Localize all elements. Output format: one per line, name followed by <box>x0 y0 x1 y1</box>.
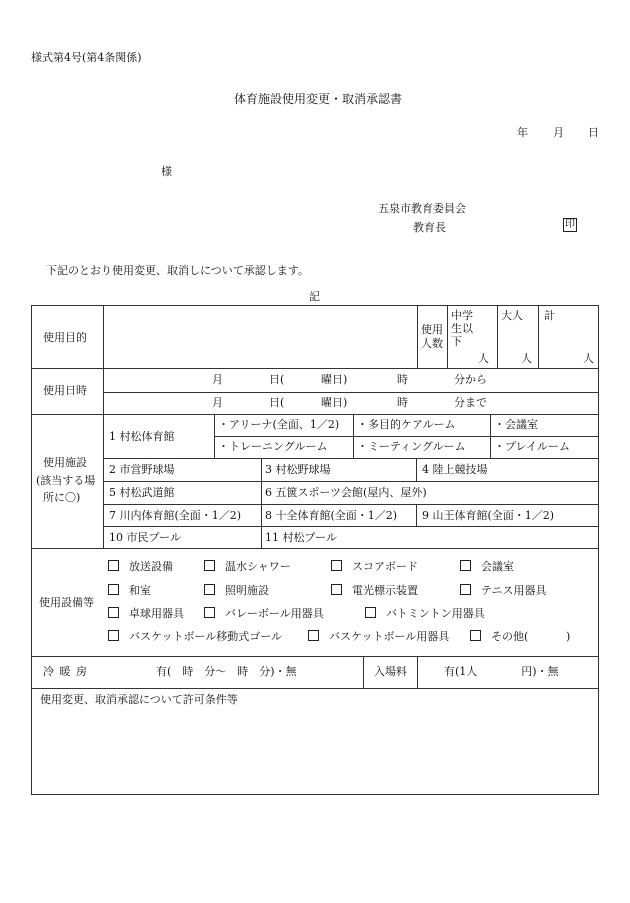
equip-other-close: ) <box>566 630 571 643</box>
equip-basketball-goal[interactable]: バスケットボール移動式ゴール <box>108 630 282 643</box>
facility-murakami-ballpark: 3 村松野球場 <box>265 463 331 476</box>
to-suffix: 分まで <box>454 396 487 409</box>
addressee-suffix: 様 <box>161 165 172 178</box>
from-day: 日( <box>269 373 285 386</box>
equip-other[interactable]: その他( <box>470 630 528 643</box>
junior-high-column: 中学生以下 <box>451 309 473 348</box>
issuer-org: 五泉市教育委員会 <box>378 202 466 215</box>
to-weekday: 曜日) <box>321 396 348 409</box>
facility-budokan: 5 村松武道館 <box>109 486 175 499</box>
room-training: ・トレーニングルーム <box>218 440 328 453</box>
from-weekday: 曜日) <box>321 373 348 386</box>
room-meeting-room: ・ミーティングルーム <box>357 440 466 453</box>
facility-city-pool: 10 市民プール <box>109 531 181 544</box>
equip-scoreboard[interactable]: スコアボード <box>331 560 418 573</box>
heating-value: 有( 時 分～ 時 分)・無 <box>156 665 297 678</box>
heating-label: 冷 暖 房 <box>43 665 88 678</box>
room-play: ・プレイルーム <box>494 440 571 453</box>
seal-mark: 印 <box>565 219 575 230</box>
facility-sports-hall: 6 五篋スポーツ会館(屋内、屋外) <box>265 486 427 499</box>
facility-city-ballpark: 2 市営野球場 <box>109 463 175 476</box>
checkbox-icon[interactable] <box>470 630 481 641</box>
checkbox-icon[interactable] <box>108 630 119 641</box>
purpose-label: 使用目的 <box>43 331 87 344</box>
facility-athletics: 4 陸上競技場 <box>422 463 488 476</box>
checkbox-icon[interactable] <box>365 607 376 618</box>
form-number: 様式第4号(第4条関係) <box>31 51 142 64</box>
from-month: 月 <box>212 373 223 386</box>
equip-volleyball[interactable]: バレーボール用器具 <box>204 607 324 620</box>
approval-statement: 下記のとおり使用変更、取消しについて承認します。 <box>46 264 309 277</box>
date-month: 月 <box>553 126 564 139</box>
facility-jyuzen: 8 十全体育館(全面・1／2) <box>265 509 398 522</box>
issuer-position: 教育長 <box>413 221 446 234</box>
from-suffix: 分から <box>454 373 487 386</box>
equip-table-tennis[interactable]: 卓球用器具 <box>108 607 184 620</box>
checkbox-icon[interactable] <box>108 560 119 571</box>
checkbox-icon[interactable] <box>331 560 342 571</box>
equip-washitsu[interactable]: 和室 <box>108 584 151 597</box>
unit-total: 人 <box>583 352 594 365</box>
checkbox-icon[interactable] <box>204 607 215 618</box>
unit-adult: 人 <box>521 352 532 365</box>
datetime-label: 使用日時 <box>43 384 87 397</box>
page-title: 体育施設使用変更・取消承認書 <box>234 92 403 106</box>
facility-label: 使用施設 <box>43 456 87 469</box>
facility-label-note1: (該当する場 <box>36 474 96 487</box>
ki-heading: 記 <box>309 290 320 303</box>
total-column: 計 <box>544 309 555 322</box>
from-hour: 時 <box>397 373 408 386</box>
form-table <box>31 305 599 795</box>
equip-meeting-room[interactable]: 会議室 <box>460 560 514 573</box>
date-day: 日 <box>588 126 599 139</box>
facility-murakami-pool: 11 村松プール <box>265 531 337 544</box>
room-meeting: ・会議室 <box>494 418 538 431</box>
headcount-label: 使用人数 <box>421 323 443 350</box>
equip-tennis[interactable]: テニス用器具 <box>460 584 547 597</box>
equip-display[interactable]: 電光標示装置 <box>331 584 418 597</box>
facility-label-note2: 所に〇) <box>43 491 81 504</box>
equip-shower[interactable]: 温水シャワー <box>204 560 291 573</box>
equip-lighting[interactable]: 照明施設 <box>204 584 269 597</box>
facility-murakami-gym: 1 村松体育館 <box>109 430 175 443</box>
to-month: 月 <box>212 396 223 409</box>
date-year: 年 <box>517 126 528 139</box>
to-day: 日( <box>269 396 285 409</box>
equipment-label: 使用設備等 <box>39 596 94 609</box>
checkbox-icon[interactable] <box>204 560 215 571</box>
unit-junior: 人 <box>478 352 489 365</box>
checkbox-icon[interactable] <box>108 607 119 618</box>
conditions-label: 使用変更、取消承認について許可条件等 <box>40 693 238 706</box>
to-hour: 時 <box>397 396 408 409</box>
room-arena: ・アリーナ(全面、1／2) <box>218 418 340 431</box>
checkbox-icon[interactable] <box>204 584 215 595</box>
equip-basketball[interactable]: バスケットボール用器具 <box>308 630 449 643</box>
facility-sanno: 9 山王体育館(全面・1／2) <box>422 509 555 522</box>
facility-kawauchi: 7 川内体育館(全面・1／2) <box>109 509 242 522</box>
equip-badminton[interactable]: バトミントン用器具 <box>365 607 485 620</box>
room-multipurpose: ・多目的ケアルーム <box>357 418 456 431</box>
checkbox-icon[interactable] <box>108 584 119 595</box>
checkbox-icon[interactable] <box>460 560 471 571</box>
checkbox-icon[interactable] <box>460 584 471 595</box>
adult-column: 大人 <box>501 309 523 322</box>
fee-label: 入場料 <box>374 665 407 678</box>
checkbox-icon[interactable] <box>308 630 319 641</box>
fee-value: 有(1人 円)・無 <box>444 665 559 678</box>
equip-broadcast[interactable]: 放送設備 <box>108 560 173 573</box>
checkbox-icon[interactable] <box>331 584 342 595</box>
